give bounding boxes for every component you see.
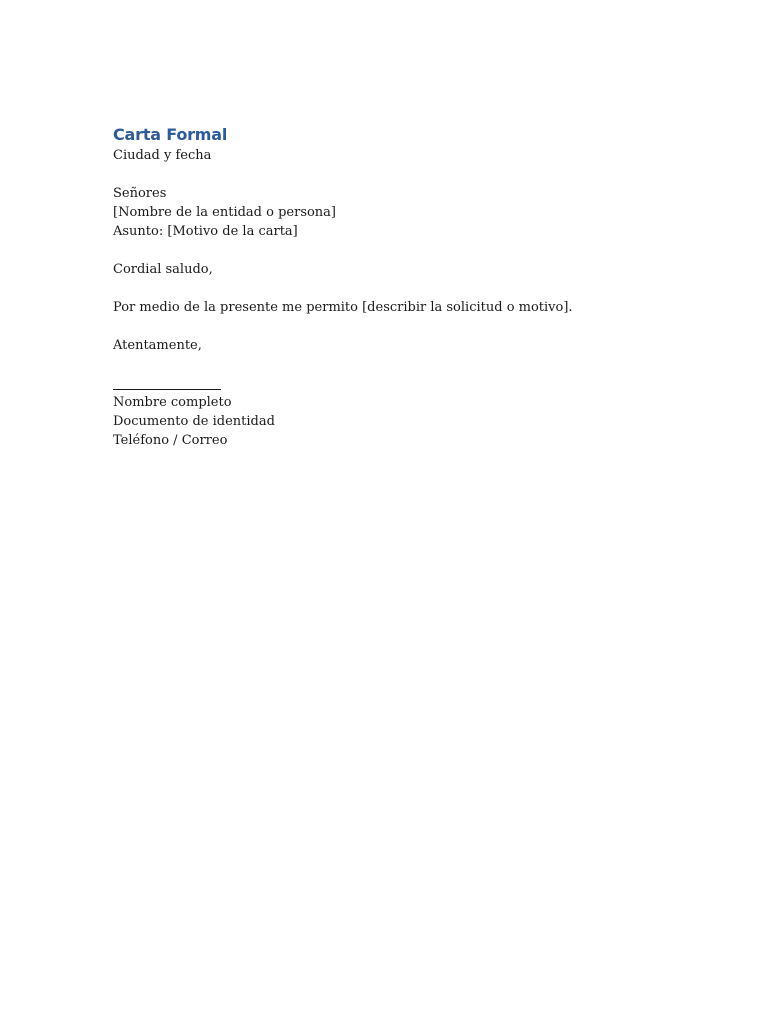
closing: Atentamente,	[113, 338, 202, 353]
document-title: Carta Formal	[113, 125, 228, 144]
subject-line: Asunto: [Motivo de la carta]	[113, 224, 298, 239]
city-date: Ciudad y fecha	[113, 148, 212, 163]
signature-contact: Teléfono / Correo	[113, 433, 228, 448]
greeting: Cordial saludo,	[113, 262, 213, 277]
blank-line	[113, 165, 673, 184]
signature-id-document: Documento de identidad	[113, 414, 275, 429]
recipient-salutation: Señores	[113, 186, 167, 201]
blank-line	[113, 355, 673, 374]
signature-full-name: Nombre completo	[113, 395, 232, 410]
blank-line	[113, 279, 673, 298]
blank-line	[113, 317, 673, 336]
signature-line	[113, 374, 221, 393]
body-paragraph: Por medio de la presente me permito [describir la solicitud o motivo].	[113, 300, 573, 315]
recipient-name: [Nombre de la entidad o persona]	[113, 205, 337, 220]
letter-content	[113, 124, 673, 450]
blank-line	[113, 241, 673, 260]
